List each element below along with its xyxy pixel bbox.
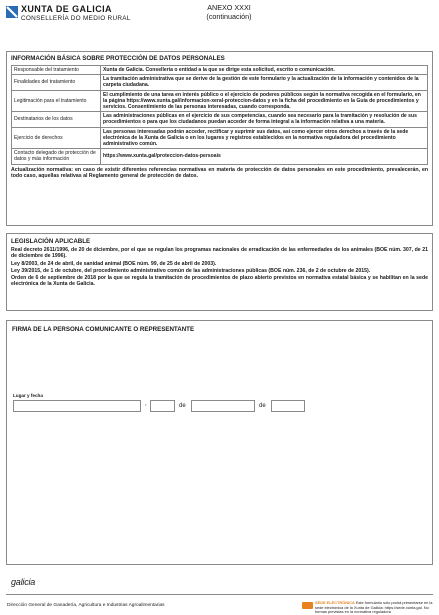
table-row	[12, 127, 428, 149]
legislation-item: Orden de 6 de septiembre de 2018 por la que se regula la tramitación de procedimientos de plazo abierto previstos en normativa estatal básica y se habilitan en la sede electrónica de la Xunta de Galicia.	[11, 275, 428, 288]
row-label: Contacto delegado de protección de datos y más información	[12, 149, 101, 164]
data-protection-section	[6, 51, 433, 226]
seal-title: SEDE ELECTRÓNICA	[315, 600, 355, 605]
section-title: INFORMACIÓN BÁSICA SOBRE PROTECCIÓN DE DATOS PERSONALES	[11, 55, 225, 62]
annex-number: ANEXO XXXI	[207, 3, 251, 12]
place-date-label: Lugar y fecha	[13, 393, 43, 398]
signature-section	[6, 320, 433, 565]
year-field[interactable]	[271, 400, 305, 412]
data-protection-table	[11, 65, 428, 165]
row-value: El cumplimiento de una tarea en interés público o el ejercicio de poderes públicos según la normativa recogida en el formulario, en la página https://www.xunta.gal/informacion-xeral-proteccion-datos y en la ficha del procedimiento en la Guía de procedimientos y servicios. Consentimiento de las personas interesadas, cuando corresponda.	[101, 90, 428, 112]
row-label: Legitimación para el tratamiento	[12, 90, 101, 112]
table-row	[12, 66, 428, 75]
footer-divider	[6, 594, 433, 595]
regulatory-note: Actualización normativa: en caso de existir diferentes referencias normativas en materia de protección de datos personales en este procedimiento, prevalecerán, en todo caso, aquellas relativas al Reglamento general de protección de datos.	[11, 166, 428, 179]
verify-text: Este formulario sólo podrá presentarse en la sede electrónica de la Xunta de Galicia: https://sede.xunta.gal. No formas previstas en la normativa reguladora	[315, 600, 433, 615]
day-field[interactable]	[150, 400, 175, 412]
de-separator: de	[179, 403, 186, 409]
legislation-section	[6, 233, 433, 311]
legislation-item: Ley 39/2015, de 1 de octubre, del procedimiento administrativo común de las administraciones públicas (BOE núm. 236, de 2 de octubre de 2015).	[11, 267, 371, 274]
verify-note	[315, 601, 435, 615]
annex-label	[198, 4, 260, 21]
xunta-shield-icon	[6, 6, 18, 18]
row-label: Ejercicio de derechos	[12, 127, 101, 149]
table-row	[12, 112, 428, 127]
annex-continuation: (continuación)	[206, 11, 252, 21]
place-field[interactable]	[13, 400, 141, 412]
section-title: FIRMA DE LA PERSONA COMUNICANTE O REPRESENTANTE	[12, 326, 195, 333]
row-value: La tramitación administrativa que se derive de la gestión de este formulario y la actualización de la información y contenidos de la carpeta ciudadana.	[101, 75, 428, 90]
galicia-logo: galicia	[11, 577, 36, 587]
table-row	[12, 75, 428, 90]
row-value: Las administraciones públicas en el ejercicio de sus competencias, cuando sea necesario para la tramitación y resolución de sus procedimientos o para que los ciudadanos puedan acceder de forma integral a la información relativa a una materia.	[101, 112, 428, 127]
comma-separator: ,	[145, 401, 147, 407]
section-title: LEGISLACIÓN APLICABLE	[11, 238, 91, 245]
legislation-item: Real decreto 2611/1996, de 20 de diciembre, por el que se regulan los programas nacionales de erradicación de las enfermedades de los animales (BOE núm. 307, de 21 de diciembre de 1996).	[11, 247, 428, 260]
row-label: Responsable del tratamiento	[12, 66, 101, 75]
row-label: Destinatarios de los datos	[12, 112, 101, 127]
direction-name: Dirección General de Ganadería, Agricultura e Industrias Agroalimentarias	[7, 603, 165, 608]
sede-seal-icon	[302, 602, 313, 609]
row-value: https://www.xunta.gal/proteccion-datos-persoais	[101, 149, 428, 164]
row-label: Finalidades del tratamiento	[12, 75, 101, 90]
legislation-item: Ley 8/2003, de 24 de abril, de sanidad animal (BOE núm. 99, de 25 de abril de 2003).	[11, 260, 217, 267]
table-row	[12, 90, 428, 112]
table-row	[12, 149, 428, 164]
org-name: XUNTA DE GALICIA	[21, 4, 112, 14]
de-separator: de	[259, 403, 266, 409]
dept-name: CONSELLERÍA DO MEDIO RURAL	[21, 15, 131, 22]
legislation-list	[11, 247, 428, 288]
row-value: Las personas interesadas podrán acceder, rectificar y suprimir sus datos, así como ejercer otros derechos a través de la sede electrónica de la Xunta de Galicia o en los lugares y registros establecidos en la normativa reguladora del procedimiento administrativo común.	[101, 127, 428, 149]
month-field[interactable]	[191, 400, 255, 412]
row-value: Xunta de Galicia. Consellería o entidad a la que se dirige esta solicitud, escrito o comunicación.	[101, 66, 428, 75]
